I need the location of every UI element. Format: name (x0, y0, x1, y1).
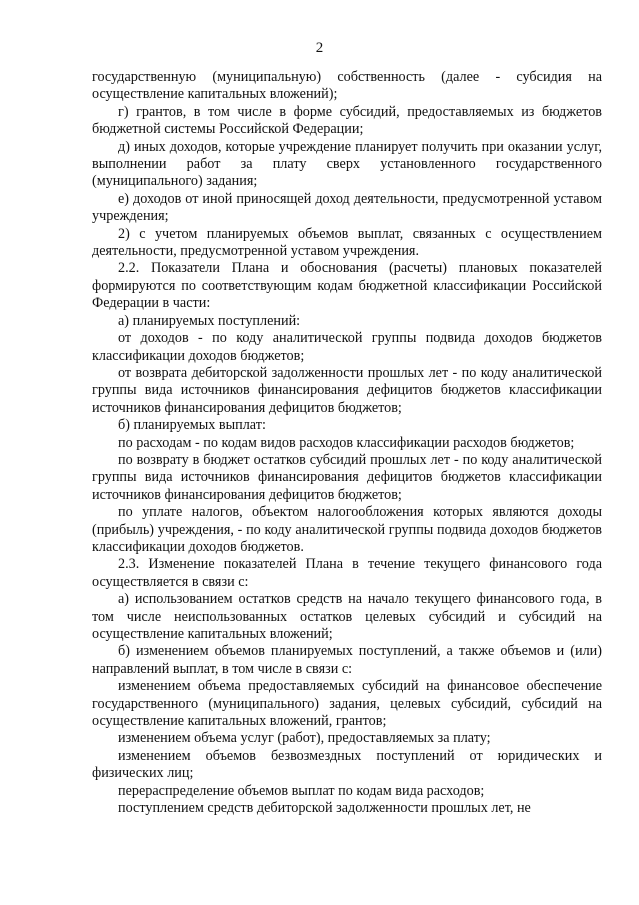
paragraph: изменением объема предоставляемых субсидий на финансовое обеспечение государственного (муниципального) задания, целевых субсидий, субсидий на осуществление капитальных вложений, грантов; (92, 678, 602, 730)
paragraph: поступлением средств дебиторской задолженности прошлых лет, не (118, 800, 531, 817)
paragraph: по уплате налогов, объектом налогообложения которых являются доходы (прибыль) учреждения, - по коду аналитической группы подвида доходов бюджетов классификации доходов бюджетов. (92, 504, 602, 555)
paragraph: а) планируемых поступлений: (118, 312, 301, 329)
paragraph: 2) с учетом планируемых объемов выплат, связанных с осуществлением деятельности, предусмотренной уставом учреждения. (92, 225, 602, 260)
paragraph: а) использованием остатков средств на начало текущего финансового года, в том числе неиспользованных остатков целевых субсидий и субсидий на осуществление капитальных вложений; (92, 591, 602, 642)
paragraph: 2.2. Показатели Плана и обоснования (расчеты) плановых показателей формируются по соответствующим кодам бюджетной классификации Российской Федерации в части: (92, 260, 602, 312)
paragraph: государственную (муниципальную) собственность (далее - субсидия на осуществление капитальных вложений); (92, 69, 602, 103)
paragraph: 2.3. Изменение показателей Плана в течение текущего финансового года осуществляется в связи с: (92, 556, 602, 590)
paragraph: б) изменением объемов планируемых поступлений, а также объемов и (или) направлений выплат, в том числе в связи с: (92, 643, 602, 677)
paragraph: от возврата дебиторской задолженности прошлых лет - по коду аналитической группы вида источников финансирования дефицитов бюджетов классификации источников финансирования дефицитов бюджетов; (92, 364, 602, 416)
paragraph: перераспределение объемов выплат по кодам вида расходов; (118, 782, 485, 799)
paragraph: г) грантов, в том числе в форме субсидий, предоставляемых из бюджетов бюджетной системы Российской Федерации; (92, 103, 602, 138)
paragraph: от доходов - по коду аналитической группы подвида доходов бюджетов классификации доходов бюджетов; (92, 330, 602, 364)
paragraph: б) планируемых выплат: (118, 417, 266, 434)
paragraph: изменением объемов безвозмездных поступлений от юридических и физических лиц; (92, 747, 602, 782)
paragraph: по расходам - по кодам видов расходов классификации расходов бюджетов; (118, 434, 575, 451)
page-number: 2 (315, 40, 324, 56)
paragraph: д) иных доходов, которые учреждение планирует получить при оказании услуг, выполнении работ за плату сверх установленного государственного (муниципального) задания; (92, 138, 602, 190)
document-body (92, 69, 602, 817)
paragraph: изменением объема услуг (работ), предоставляемых за плату; (118, 730, 491, 747)
paragraph: е) доходов от иной приносящей доход деятельности, предусмотренной уставом учреждения; (92, 190, 602, 225)
paragraph: по возврату в бюджет остатков субсидий прошлых лет - по коду аналитической группы вида источников финансирования дефицитов бюджетов классификации источников финансирования дефицитов бюджетов; (92, 451, 602, 503)
